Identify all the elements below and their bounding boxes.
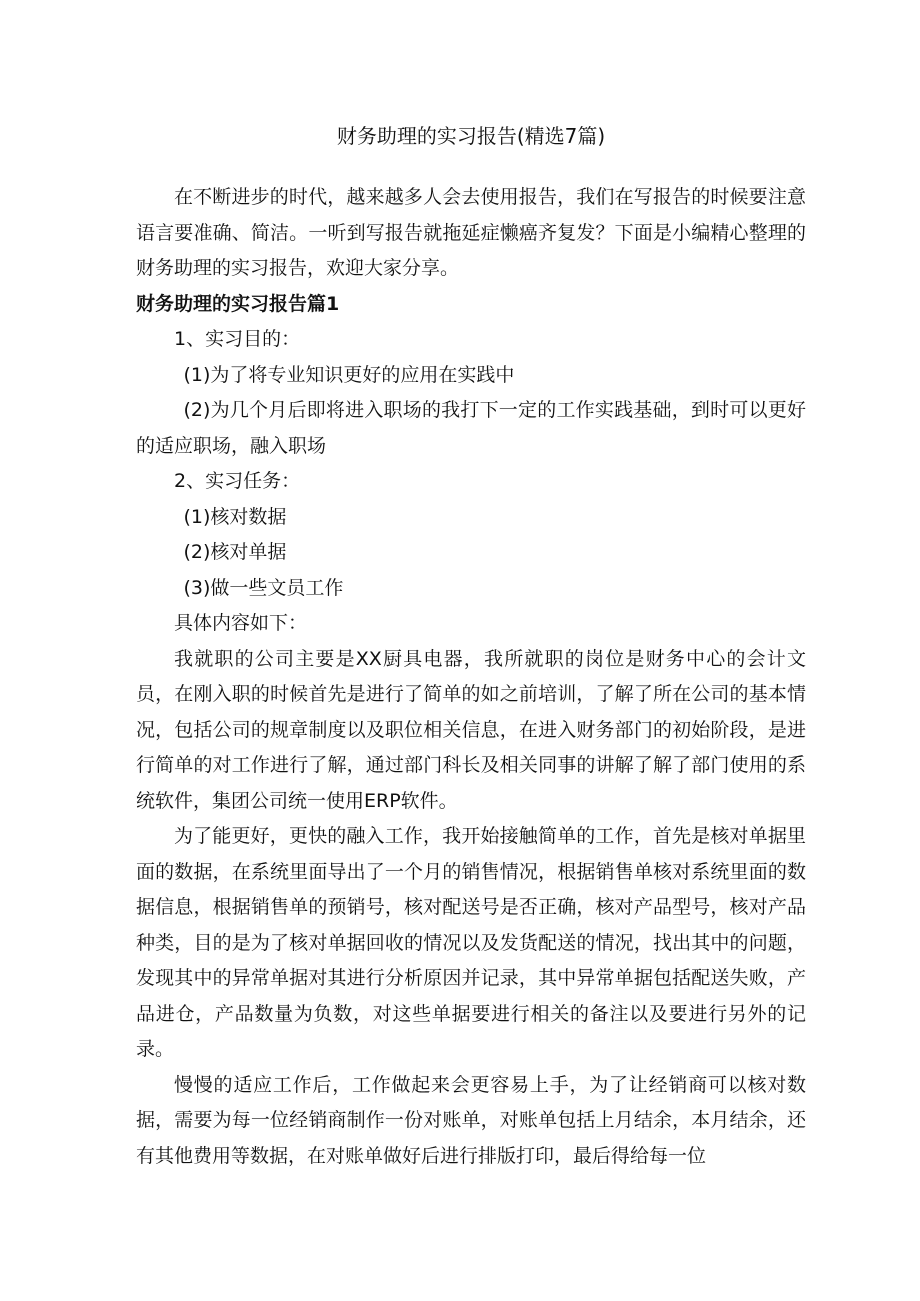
task-item: (2)核对单据 bbox=[183, 541, 287, 563]
task-label: 2、实习任务： bbox=[174, 470, 301, 492]
purpose-item: (2)为几个月后即将进入职场的我打下一定的工作实践基础，到时可以更好的适应职场，融入职场 bbox=[136, 399, 806, 457]
task-item: (1)核对数据 bbox=[183, 505, 287, 528]
body-paragraph: 慢慢的适应工作后，工作做起来会更容易上手，为了让经销商可以核对数据，需要为每一位经销商制作一份对账单，对账单包括上月结余，本月结余，还有其他费用等数据，在对账单做好后进行排版打印，最后得给每一位 bbox=[136, 1073, 806, 1167]
content-label: 具体内容如下： bbox=[174, 612, 308, 634]
document-title: 财务助理的实习报告(精选7篇) bbox=[336, 124, 606, 148]
purpose-label: 1、实习目的： bbox=[174, 328, 301, 350]
intro-paragraph: 在不断进步的时代，越来越多人会去使用报告，我们在写报告的时候要注意语言要准确、简洁。一听到写报告就拖延症懒癌齐复发？下面是小编精心整理的财务助理的实习报告，欢迎大家分享。 bbox=[136, 186, 806, 279]
section-heading: 财务助理的实习报告篇1 bbox=[136, 292, 340, 315]
body-paragraph: 我就职的公司主要是XX厨具电器，我所就职的岗位是财务中心的会计文员，在刚入职的时候首先是进行了简单的如之前培训，了解了所在公司的基本情况，包括公司的规章制度以及职位相关信息，在进入财务部门的初始阶段，是进行简单的对工作进行了解，通过部门科长及相关同事的讲解了解了部门使用的系统软件，集团公司统一使用ERP软件。 bbox=[136, 647, 806, 812]
purpose-item: (1)为了将专业知识更好的应用在实践中 bbox=[183, 363, 515, 386]
body-paragraph: 为了能更好，更快的融入工作，我开始接触简单的工作，首先是核对单据里面的数据，在系统里面导出了一个月的销售情况，根据销售单核对系统里面的数据信息，根据销售单的预销号，核对配送号是否正确，核对产品型号，核对产品种类，目的是为了核对单据回收的情况以及发货配送的情况，找出其中的问题，发现其中的异常单据对其进行分析原因并记录，其中异常单据包括配送失败，产品进仓，产品数量为负数，对这些单据要进行相关的备注以及要进行另外的记录。 bbox=[136, 825, 806, 1060]
document-page bbox=[136, 118, 806, 1174]
task-item: (3)做一些文员工作 bbox=[183, 576, 344, 599]
